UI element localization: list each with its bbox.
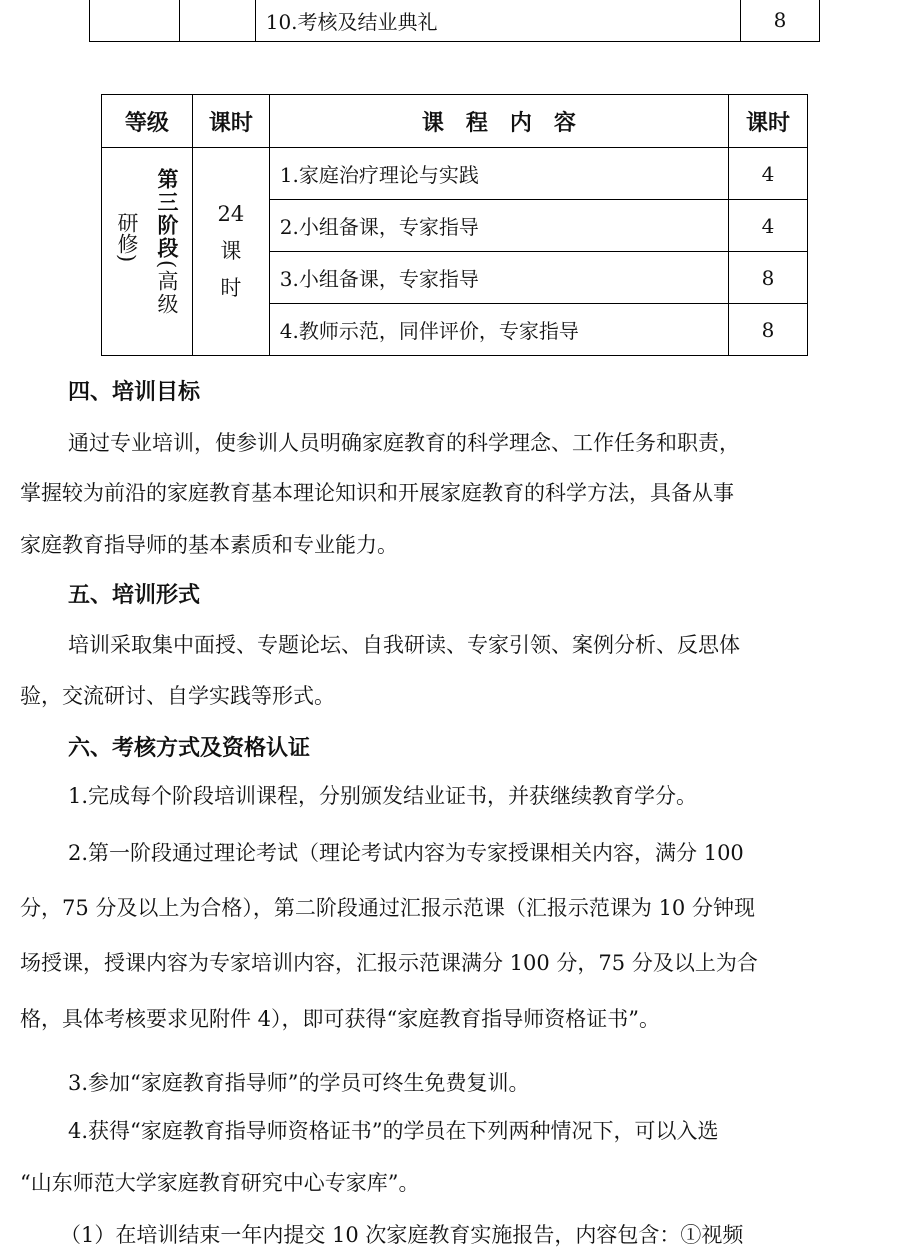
goal-paragraph-line: 掌握较为前沿的家庭教育基本理论知识和开展家庭教育的科学方法，具备从事 bbox=[20, 481, 734, 505]
course-hours-cell: 8 bbox=[729, 304, 808, 356]
assess-item-2-line: 分，75 分及以上为合格），第二阶段通过汇报示范课（汇报示范课为 10 分钟现 bbox=[20, 896, 755, 920]
course-table-stage3 bbox=[101, 94, 808, 356]
assess-item-3: 3.参加“家庭教育指导师”的学员可终生免费复训。 bbox=[68, 1071, 530, 1095]
course-content-cell: 3.小组备课，专家指导 bbox=[269, 252, 728, 304]
hours-cell bbox=[179, 0, 255, 42]
stage-hours-cell bbox=[192, 148, 269, 356]
level-cell bbox=[90, 0, 180, 42]
stage-label-paren: (高级 bbox=[155, 260, 179, 317]
course-content-cell: 2.小组备课，专家指导 bbox=[269, 200, 728, 252]
form-paragraph-line: 验，交流研讨、自学实践等形式。 bbox=[20, 684, 335, 708]
course-hours-cell: 4 bbox=[729, 200, 808, 252]
goal-paragraph-line: 家庭教育指导师的基本素质和专业能力。 bbox=[20, 533, 398, 557]
assess-item-2-line: 格，具体考核要求见附件 4），即可获得“家庭教育指导师资格证书”。 bbox=[20, 1007, 661, 1031]
stage-hours-char-1: 课 bbox=[220, 239, 242, 263]
course-content-cell: 10.考核及结业典礼 bbox=[255, 0, 740, 42]
assess-item-4-line: “山东师范大学家庭教育研究中心专家库”。 bbox=[20, 1171, 420, 1195]
assess-item-4-line: 4.获得“家庭教育指导师资格证书”的学员在下列两种情况下，可以入选 bbox=[68, 1119, 719, 1143]
course-hours-cell: 8 bbox=[741, 0, 820, 42]
stage-hours-char-2: 时 bbox=[220, 276, 242, 300]
header-hours: 课时 bbox=[192, 95, 269, 148]
course-hours-cell: 4 bbox=[729, 148, 808, 200]
assess-item-4-sub-1: （1）在培训结束一年内提交 10 次家庭教育实施报告，内容包含：①视频 bbox=[60, 1223, 744, 1247]
course-content-cell: 4.教师示范，同伴评价，专家指导 bbox=[269, 304, 728, 356]
stage-level-cell bbox=[102, 148, 193, 356]
stage-hours-number: 24 bbox=[217, 202, 245, 226]
assess-item-2-line: 场授课，授课内容为专家培训内容，汇报示范课满分 100 分，75 分及以上为合 bbox=[20, 951, 758, 975]
stage-label-main: 第三阶段 bbox=[155, 168, 179, 260]
assess-item-1: 1.完成每个阶段培训课程，分别颁发结业证书，并获继续教育学分。 bbox=[68, 784, 698, 808]
table-row bbox=[102, 148, 808, 200]
form-paragraph-line: 培训采取集中面授、专题论坛、自我研读、专家引领、案例分析、反思体 bbox=[68, 633, 740, 657]
form-heading: 五、培训形式 bbox=[68, 583, 201, 608]
header-course-hours: 课时 bbox=[729, 95, 808, 148]
course-table-top bbox=[89, 0, 820, 42]
course-hours-cell: 8 bbox=[729, 252, 808, 304]
header-level: 等级 bbox=[102, 95, 193, 148]
goal-paragraph-line: 通过专业培训，使参训人员明确家庭教育的科学理念、工作任务和职责， bbox=[68, 431, 740, 455]
header-content: 课 程 内 容 bbox=[269, 95, 728, 148]
stage-label-tail: 研修) bbox=[115, 212, 139, 263]
table-row bbox=[90, 0, 820, 42]
assess-item-2-line: 2.第一阶段通过理论考试（理论考试内容为专家授课相关内容，满分 100 bbox=[68, 841, 744, 865]
assess-heading: 六、考核方式及资格认证 bbox=[68, 736, 311, 761]
table-header-row bbox=[102, 95, 808, 148]
goal-heading: 四、培训目标 bbox=[68, 380, 201, 405]
course-content-cell: 1.家庭治疗理论与实践 bbox=[269, 148, 728, 200]
stage-label-main-col bbox=[156, 168, 177, 316]
